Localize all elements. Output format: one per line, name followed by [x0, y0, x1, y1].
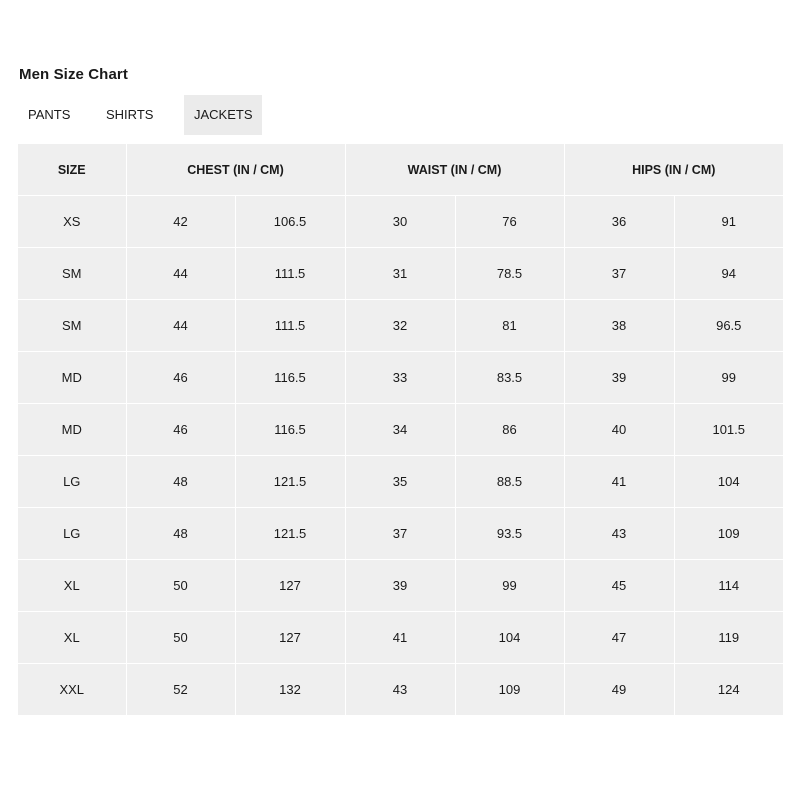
hips-cm-cell: 109 — [674, 508, 783, 560]
size-cell: SM — [18, 248, 126, 300]
hips-cm-cell: 96.5 — [674, 300, 783, 352]
size-cell: XL — [18, 612, 126, 664]
chest-cm-cell: 106.5 — [235, 196, 345, 248]
chest-cm-cell: 121.5 — [235, 456, 345, 508]
table-row — [18, 404, 783, 456]
waist-in-cell: 32 — [345, 300, 455, 352]
table-row — [18, 560, 783, 612]
size-cell: XS — [18, 196, 126, 248]
waist-cm-cell: 81 — [455, 300, 564, 352]
table-row — [18, 508, 783, 560]
waist-in-cell: 34 — [345, 404, 455, 456]
hips-cm-cell: 101.5 — [674, 404, 783, 456]
table-row — [18, 352, 783, 404]
chest-in-cell: 48 — [126, 456, 235, 508]
waist-cm-cell: 78.5 — [455, 248, 564, 300]
waist-in-cell: 39 — [345, 560, 455, 612]
chest-in-cell: 46 — [126, 352, 235, 404]
hips-cm-cell: 94 — [674, 248, 783, 300]
hips-cm-cell: 114 — [674, 560, 783, 612]
header-hips: HIPS (IN / CM) — [564, 144, 783, 196]
chest-cm-cell: 111.5 — [235, 248, 345, 300]
table-header-row — [18, 144, 783, 196]
chest-cm-cell: 116.5 — [235, 404, 345, 456]
waist-in-cell: 33 — [345, 352, 455, 404]
chest-in-cell: 52 — [126, 664, 235, 716]
size-cell: MD — [18, 352, 126, 404]
size-chart-table — [18, 144, 783, 715]
size-cell: SM — [18, 300, 126, 352]
chest-cm-cell: 127 — [235, 612, 345, 664]
header-chest: CHEST (IN / CM) — [126, 144, 345, 196]
hips-in-cell: 38 — [564, 300, 674, 352]
hips-cm-cell: 99 — [674, 352, 783, 404]
hips-cm-cell: 124 — [674, 664, 783, 716]
waist-in-cell: 31 — [345, 248, 455, 300]
chest-in-cell: 44 — [126, 300, 235, 352]
page-title: Men Size Chart — [19, 66, 128, 83]
hips-in-cell: 49 — [564, 664, 674, 716]
chest-cm-cell: 121.5 — [235, 508, 345, 560]
table-body — [18, 196, 783, 716]
waist-cm-cell: 93.5 — [455, 508, 564, 560]
tab-shirts[interactable]: SHIRTS — [106, 107, 154, 122]
table-row — [18, 196, 783, 248]
waist-cm-cell: 83.5 — [455, 352, 564, 404]
hips-in-cell: 41 — [564, 456, 674, 508]
chest-cm-cell: 127 — [235, 560, 345, 612]
chest-in-cell: 46 — [126, 404, 235, 456]
waist-in-cell: 43 — [345, 664, 455, 716]
table-row — [18, 248, 783, 300]
hips-cm-cell: 91 — [674, 196, 783, 248]
waist-cm-cell: 109 — [455, 664, 564, 716]
header-waist: WAIST (IN / CM) — [345, 144, 564, 196]
hips-in-cell: 40 — [564, 404, 674, 456]
hips-in-cell: 45 — [564, 560, 674, 612]
chest-cm-cell: 116.5 — [235, 352, 345, 404]
size-cell: XL — [18, 560, 126, 612]
hips-in-cell: 43 — [564, 508, 674, 560]
waist-in-cell: 37 — [345, 508, 455, 560]
waist-cm-cell: 76 — [455, 196, 564, 248]
chest-in-cell: 44 — [126, 248, 235, 300]
hips-in-cell: 36 — [564, 196, 674, 248]
chest-cm-cell: 111.5 — [235, 300, 345, 352]
waist-in-cell: 41 — [345, 612, 455, 664]
waist-cm-cell: 88.5 — [455, 456, 564, 508]
size-cell: LG — [18, 508, 126, 560]
chest-cm-cell: 132 — [235, 664, 345, 716]
table-row — [18, 612, 783, 664]
header-size: SIZE — [18, 144, 126, 196]
chest-in-cell: 42 — [126, 196, 235, 248]
waist-in-cell: 30 — [345, 196, 455, 248]
hips-in-cell: 39 — [564, 352, 674, 404]
table-row — [18, 300, 783, 352]
size-category-tabs — [18, 95, 262, 135]
size-cell: LG — [18, 456, 126, 508]
size-cell: XXL — [18, 664, 126, 716]
hips-in-cell: 47 — [564, 612, 674, 664]
hips-cm-cell: 104 — [674, 456, 783, 508]
waist-in-cell: 35 — [345, 456, 455, 508]
table-row — [18, 664, 783, 716]
hips-in-cell: 37 — [564, 248, 674, 300]
waist-cm-cell: 86 — [455, 404, 564, 456]
chest-in-cell: 50 — [126, 560, 235, 612]
waist-cm-cell: 104 — [455, 612, 564, 664]
waist-cm-cell: 99 — [455, 560, 564, 612]
tab-jackets[interactable]: JACKETS — [184, 95, 262, 135]
table-row — [18, 456, 783, 508]
size-cell: MD — [18, 404, 126, 456]
tab-pants[interactable]: PANTS — [28, 107, 71, 122]
chest-in-cell: 50 — [126, 612, 235, 664]
hips-cm-cell: 119 — [674, 612, 783, 664]
chest-in-cell: 48 — [126, 508, 235, 560]
